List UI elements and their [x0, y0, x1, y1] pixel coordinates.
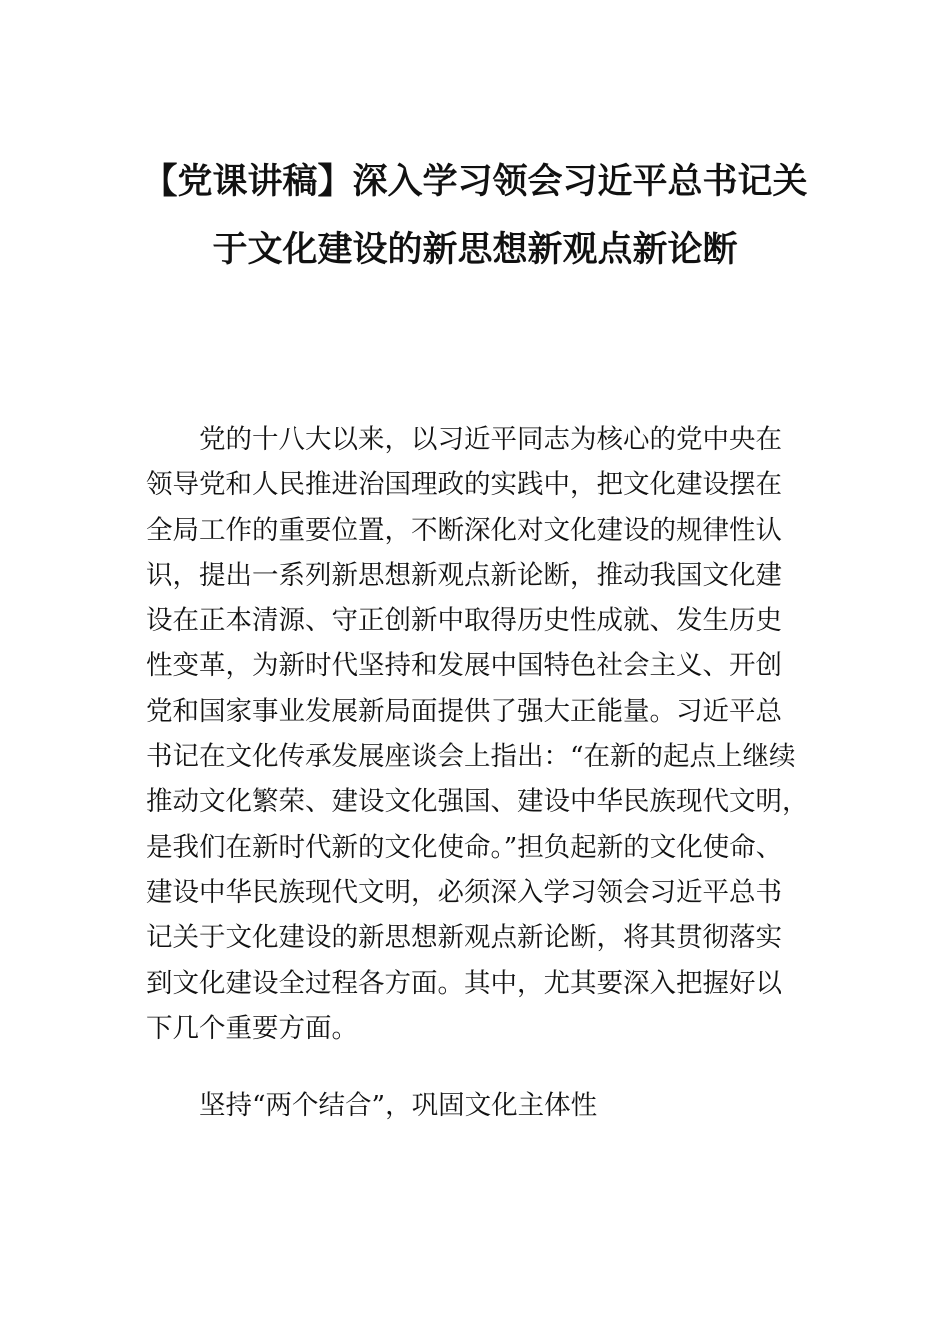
title-line-2: 于文化建设的新思想新观点新论断: [212, 230, 738, 270]
paragraph-line: 下几个重要方面。: [146, 1012, 358, 1044]
body-text: [146, 417, 809, 1051]
paragraph-line: 到文化建设全过程各方面。其中，尤其要深入把握好以: [146, 967, 782, 999]
intro-paragraph: [146, 417, 809, 1051]
title-line-1: 【党课讲稿】深入学习领会习近平总书记关: [142, 162, 808, 202]
paragraph-line: 设在正本清源、守正创新中取得历史性成就、发生历史: [146, 605, 782, 637]
paragraph-line: 党的十八大以来，以习近平同志为核心的党中央在: [199, 424, 782, 455]
paragraph-line: 领导党和人民推进治国理政的实践中，把文化建设摆在: [146, 469, 782, 501]
paragraph-line: 党和国家事业发展新局面提供了强大正能量。习近平总: [146, 695, 782, 727]
paragraph-line: 推动文化繁荣、建设文化强国、建设中华民族现代文明，: [146, 786, 809, 818]
paragraph-line: 建设中华民族现代文明，必须深入学习领会习近平总书: [146, 876, 782, 908]
paragraph-line: 是我们在新时代新的文化使命。”担负起新的文化使命、: [146, 831, 783, 863]
section-heading: 坚持“两个结合”，巩固文化主体性: [199, 1090, 598, 1121]
paragraph-line: 全局工作的重要位置，不断深化对文化建设的规律性认: [146, 514, 782, 546]
paragraph-line: 记关于文化建设的新思想新观点新论断，将其贯彻落实: [146, 922, 782, 954]
paragraph-line: 识，提出一系列新思想新观点新论断，推动我国文化建: [146, 559, 782, 591]
paragraph-line: 性变革，为新时代坚持和发展中国特色社会主义、开创: [146, 650, 782, 682]
document-title: [100, 148, 850, 284]
paragraph-line: 书记在文化传承发展座谈会上指出：“在新的起点上继续: [146, 741, 796, 773]
